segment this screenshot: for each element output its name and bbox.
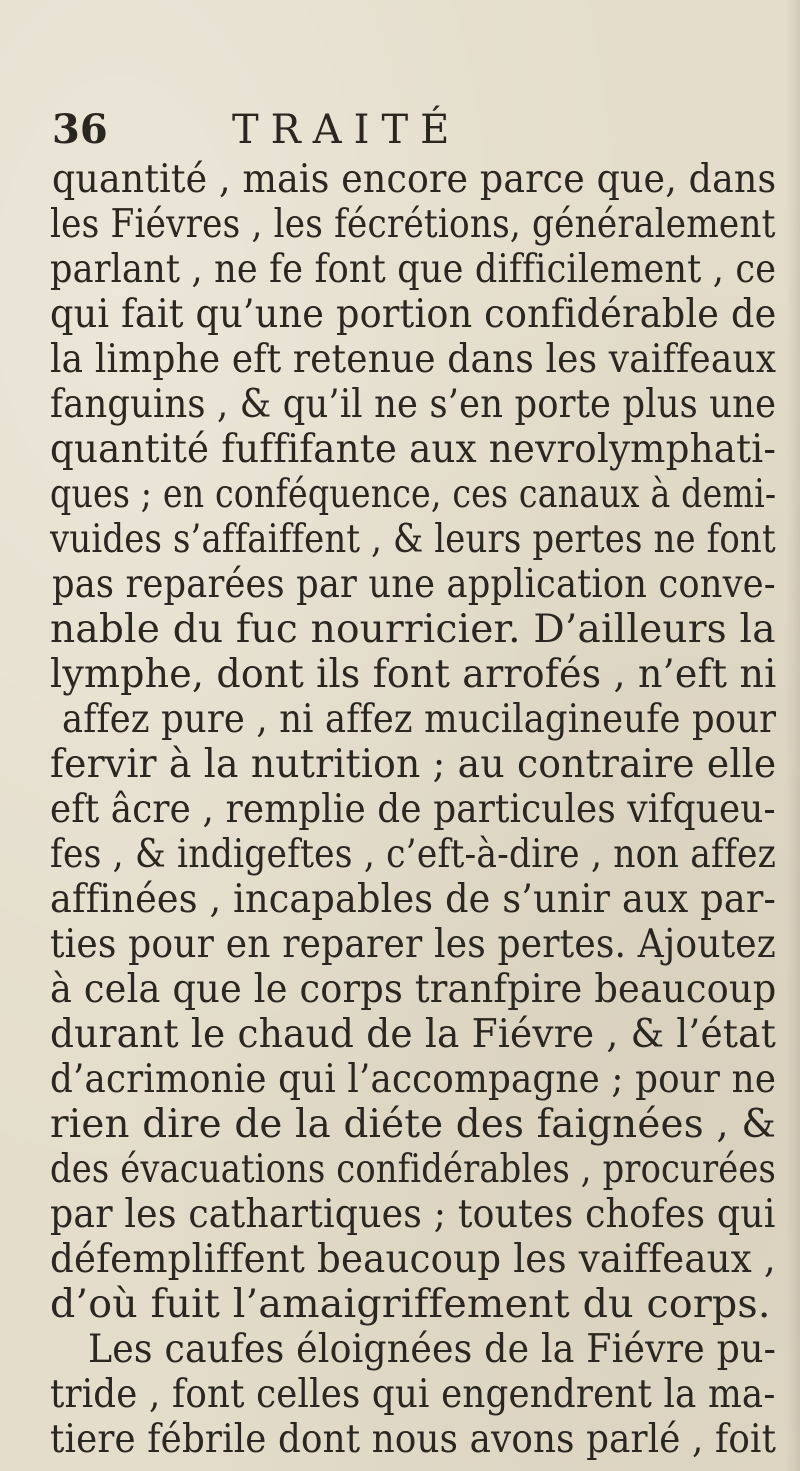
text-line: d’où fuit l’amaigriffement du corps. xyxy=(50,1281,771,1327)
text-line: les Fiévres , les fécrétions, généralement xyxy=(50,201,776,247)
text-line: quantité fuffifante aux nevrolymphati- xyxy=(50,426,777,472)
text-line: lymphe, dont ils font arrofés , n’eft ni xyxy=(50,651,777,697)
text-line: affinées , incapables de s’unir aux par- xyxy=(50,876,777,922)
text-line: tride , font celles qui engendrent la ma- xyxy=(50,1371,776,1417)
text-line: eft âcre , remplie de particules vifqueu- xyxy=(50,786,776,832)
text-line: fes , & indigeftes , c’eft-à-dire , non affez xyxy=(50,831,776,877)
page-edge-shadow xyxy=(786,0,800,1471)
text-line: rien dire de la diéte des faignées , & xyxy=(50,1101,777,1147)
text-line: des évacuations confidérables , procurées xyxy=(50,1146,776,1192)
text-line: défempliffent beaucoup les vaiffeaux , xyxy=(50,1236,776,1282)
text-line: vuides s’affaiffent , & leurs pertes ne font xyxy=(50,516,776,562)
text-line: pas reparées par une application conve- xyxy=(52,561,776,607)
text-line: quantité , mais encore parce que, dans xyxy=(52,156,777,202)
text-line: ties pour en reparer les pertes. Ajoutez xyxy=(50,921,776,967)
text-line: nable du fuc nourricier. D’ailleurs la xyxy=(50,606,776,652)
text-line: parlant , ne fe font que difficilement , ce xyxy=(50,246,777,292)
text-line: ques ; en conféquence, ces canaux à demi- xyxy=(50,471,777,517)
text-line: par les cathartiques ; toutes chofes qui xyxy=(50,1191,776,1237)
text-line: à cela que le corps tranfpire beaucoup xyxy=(50,966,777,1012)
text-line: affez pure , ni affez mucilagineufe pour xyxy=(62,696,777,742)
text-line: Les caufes éloignées de la Fiévre pu- xyxy=(88,1326,777,1372)
running-head xyxy=(52,100,612,160)
running-title: TRAITÉ xyxy=(232,107,462,153)
text-line: qui fait qu’une portion confidérable de xyxy=(50,291,777,337)
text-line: durant le chaud de la Fiévre , & l’état xyxy=(50,1011,776,1057)
text-line: fanguins , & qu’il ne s’en porte plus une xyxy=(50,381,777,427)
text-line: d’acrimonie qui l’accompagne ; pour ne xyxy=(50,1056,777,1102)
text-line: la limphe eft retenue dans les vaiffeaux xyxy=(50,336,777,382)
text-line: fervir à la nutrition ; au contraire elle xyxy=(50,741,777,787)
text-line: tiere fébrile dont nous avons parlé , foit xyxy=(50,1416,777,1462)
page-number: 36 xyxy=(52,106,108,153)
